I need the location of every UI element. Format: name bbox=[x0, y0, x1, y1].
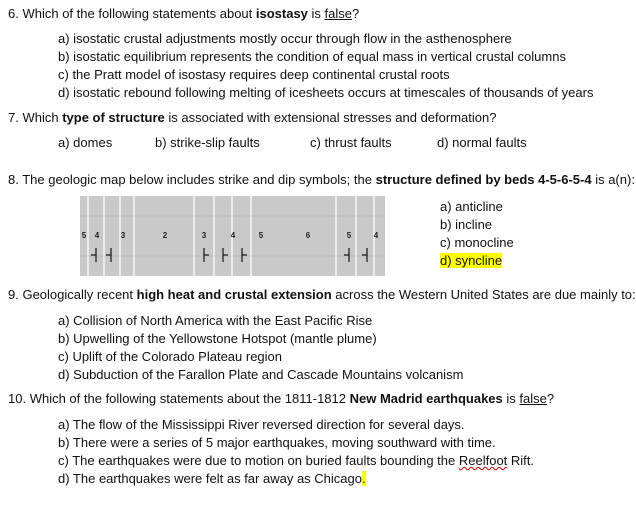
question-6-stem: 6. Which of the following statements about isostasy is false? bbox=[8, 6, 360, 21]
q6-option-d: d) isostatic rebound following melting of icesheets occurs at timescales of thousands of years bbox=[58, 85, 594, 100]
question-9-stem: 9. Geologically recent high heat and crustal extension across the Western United States are due mainly to: bbox=[8, 287, 636, 302]
q8-option-a: a) anticline bbox=[440, 199, 503, 214]
q8-option-d bbox=[440, 253, 502, 268]
question-8-stem: 8. The geologic map below includes strike and dip symbols; the structure defined by beds 4-5-6-5-4 is a(n): bbox=[8, 172, 635, 187]
q8-option-b: b) incline bbox=[440, 217, 493, 232]
bed-label: 3 bbox=[120, 231, 126, 240]
bed-label: 3 bbox=[201, 231, 207, 240]
question-7-stem: 7. Which type of structure is associated with extensional stresses and deformation? bbox=[8, 110, 497, 125]
highlighted-period: . bbox=[361, 471, 366, 486]
question-number: 8. bbox=[8, 172, 19, 187]
q9-option-c: c) Uplift of the Colorado Plateau region bbox=[58, 349, 283, 364]
question-number: 7. bbox=[8, 110, 19, 125]
q6-option-b: b) isostatic equilibrium represents the condition of equal mass in vertical crustal columns bbox=[58, 49, 566, 64]
bed-label: 4 bbox=[230, 231, 236, 240]
q8-option-c: c) monocline bbox=[440, 235, 514, 250]
q7-option-a: a) domes bbox=[58, 135, 113, 150]
q10-option-d: d) The earthquakes were felt as far away as Chicago. bbox=[58, 471, 366, 486]
bed-label: 4 bbox=[373, 231, 379, 240]
q10-option-b: b) There were a series of 5 major earthquakes, moving southward with time. bbox=[58, 435, 496, 450]
highlighted-answer: d) syncline bbox=[440, 253, 503, 268]
bed-label: 2 bbox=[162, 231, 168, 240]
q7-option-b: b) strike-slip faults bbox=[155, 135, 260, 150]
bed-label: 5 bbox=[81, 231, 87, 240]
question-number: 9. bbox=[8, 287, 19, 302]
bed-label: 6 bbox=[305, 231, 311, 240]
q7-option-c: c) thrust faults bbox=[310, 135, 392, 150]
q9-option-b: b) Upwelling of the Yellowstone Hotspot (mantle plume) bbox=[58, 331, 377, 346]
geologic-map bbox=[80, 196, 385, 276]
question-number: 10. bbox=[8, 391, 27, 406]
q6-option-c: c) the Pratt model of isostasy requires deep continental crustal roots bbox=[58, 67, 450, 82]
question-10-stem: 10. Which of the following statements about the 1811-1812 New Madrid earthquakes is false? bbox=[8, 391, 555, 406]
bed-label: 4 bbox=[94, 231, 100, 240]
q10-option-c: c) The earthquakes were due to motion on buried faults bounding the Reelfoot Rift. bbox=[58, 453, 535, 468]
q10-option-a: a) The flow of the Mississippi River reversed direction for several days. bbox=[58, 417, 465, 432]
bed-label: 5 bbox=[258, 231, 264, 240]
spellcheck-underline: Reelfoot bbox=[458, 453, 508, 468]
q9-option-a: a) Collision of North America with the East Pacific Rise bbox=[58, 313, 373, 328]
q9-option-d: d) Subduction of the Farallon Plate and Cascade Mountains volcanism bbox=[58, 367, 464, 382]
q6-option-a: a) isostatic crustal adjustments mostly occur through flow in the asthenosphere bbox=[58, 31, 512, 46]
bed-label: 5 bbox=[346, 231, 352, 240]
q7-option-d: d) normal faults bbox=[437, 135, 527, 150]
question-number: 6. bbox=[8, 6, 19, 21]
